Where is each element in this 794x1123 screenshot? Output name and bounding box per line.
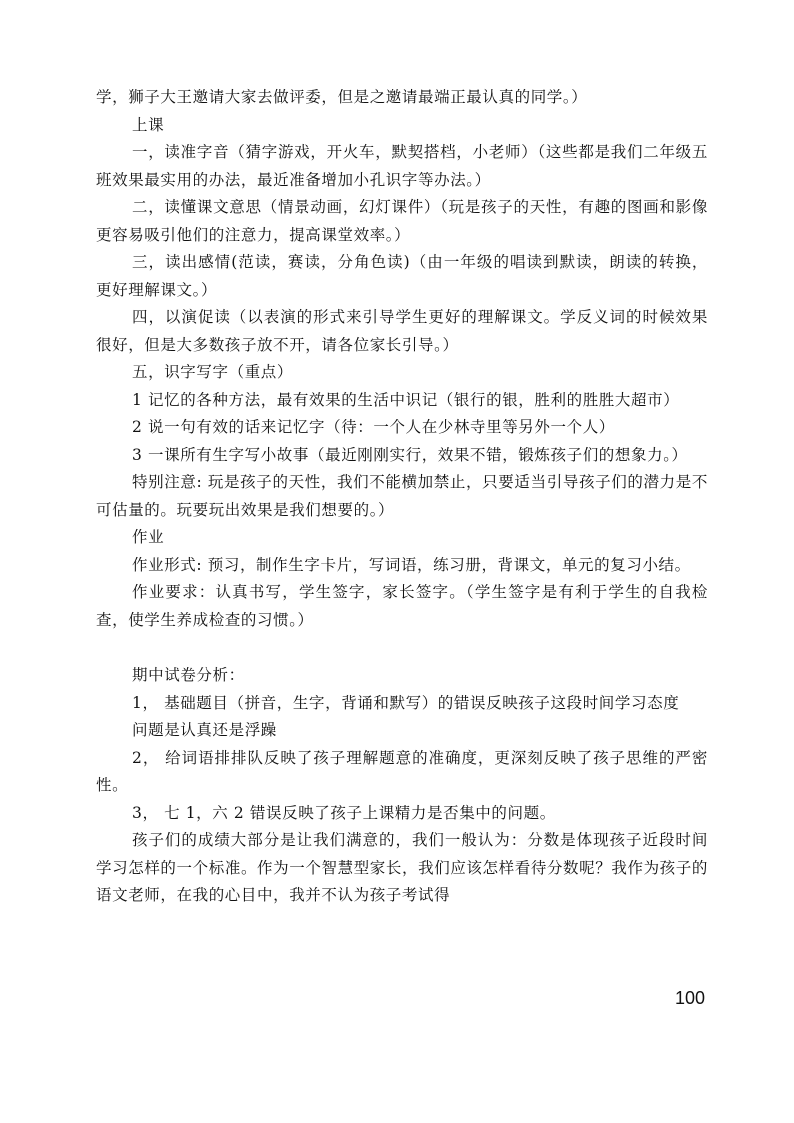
section-heading-exam-analysis: 期中试卷分析： xyxy=(132,666,245,684)
paragraph: 学，狮子大王邀请大家去做评委，但是之邀请最端正最认真的同学。） xyxy=(96,88,588,106)
document-body xyxy=(96,84,708,910)
paragraph: 一，读准字音（猜字游戏，开火车，默契搭档，小老师）（这些都是我们二年级五班效果最实用的办法，最近准备增加小孔识字等办法。） xyxy=(96,143,708,189)
paragraph: 问题是认真还是浮躁 xyxy=(132,721,277,739)
paragraph: 3， 七 1，六 2 错误反映了孩子上课精力是否集中的问题。 xyxy=(132,803,556,822)
blank-line xyxy=(96,634,708,662)
paragraph: 特别注意: 玩是孩子的天性，我们不能横加禁止，只要适当引导孩子们的潜力是不可估量的。玩要玩出效果是我们想要的。） xyxy=(96,473,708,519)
paragraph: 1， 基础题目（拼音，生字，背诵和默写）的错误反映孩子这段时间学习态度 xyxy=(132,693,680,712)
trailing-number: 100 xyxy=(675,988,706,1008)
section-heading-homework: 作业 xyxy=(132,528,165,546)
paragraph: 2 说一句有效的话来记忆字（待：一个人在少林寺里等另外一个人） xyxy=(132,418,615,436)
paragraph: 作业要求：认真书写，学生签字，家长签字。（学生签字是有利于学生的自我检查，使学生养成检查的习惯。） xyxy=(96,583,708,629)
paragraph: 五，识字写字（重点） xyxy=(132,363,294,381)
paragraph: 1 记忆的各种方法，最有效果的生活中识记（银行的银，胜利的胜胜大超市） xyxy=(132,390,680,409)
paragraph: 2， 给词语排排队反映了孩子理解题意的准确度，更深刻反映了孩子思维的严密性。 xyxy=(96,748,708,794)
paragraph: 三，读出感情(范读，赛读，分角色读)（由一年级的唱读到默读，朗读的转换，更好理解课文。） xyxy=(96,253,708,299)
section-heading-class: 上课 xyxy=(132,115,165,134)
paragraph: 3 一课所有生字写小故事（最近刚刚实行，效果不错，锻炼孩子们的想象力。） xyxy=(132,445,688,464)
paragraph: 二，读懂课文意思（情景动画，幻灯课件）（玩是孩子的天性，有趣的图画和影像更容易吸引他们的注意力，提高课堂效率。） xyxy=(96,198,708,244)
paragraph: 孩子们的成绩大部分是让我们满意的，我们一般认为：分数是体现孩子近段时间学习怎样的一个标准。作为一个智慧型家长，我们应该怎样看待分数呢？我作为孩子的语文老师，在我的心目中，我并不认为孩子考试得 xyxy=(96,831,708,904)
paragraph: 作业形式: 预习，制作生字卡片，写词语，练习册，背课文，单元的复习小结。 xyxy=(132,555,691,574)
paragraph: 四，以演促读（以表演的形式来引导学生更好的理解课文。学反义词的时候效果很好，但是大多数孩子放不开，请各位家长引导。） xyxy=(96,308,708,354)
